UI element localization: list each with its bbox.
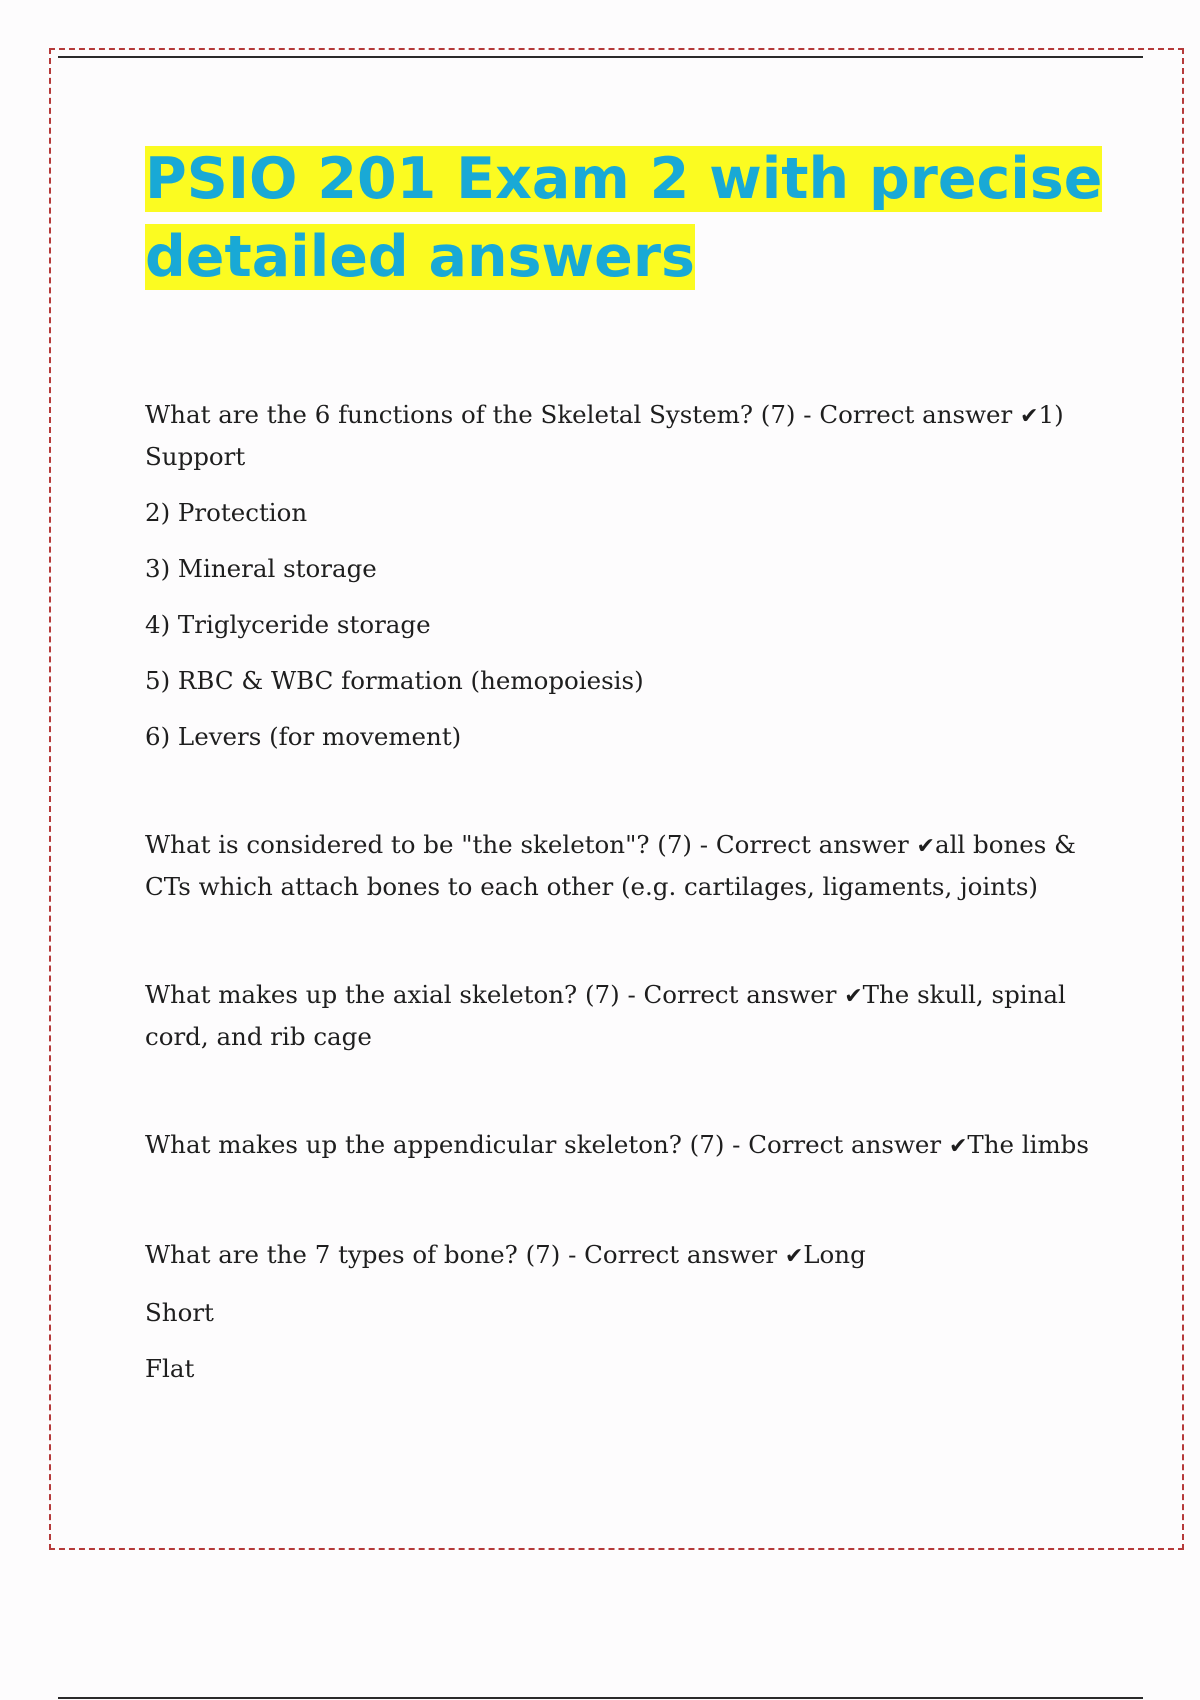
answer-prefix: - Correct answer — [795, 400, 1021, 429]
answer-line: 5) RBC & WBC formation (hemopoiesis) — [145, 666, 644, 695]
check-icon: ✔ — [844, 984, 863, 1009]
qa-question-line — [145, 975, 1105, 1057]
question-text: What are the 6 functions of the Skeletal System? (7) — [145, 400, 796, 429]
title-highlight: PSIO 201 Exam 2 with precise detailed answers — [145, 146, 1103, 290]
answer-prefix: - Correct answer — [560, 1240, 785, 1269]
top-rule — [58, 56, 1143, 58]
answer-line: 6) Levers (for movement) — [145, 722, 462, 751]
answer-line: Short — [145, 1298, 214, 1327]
answer-prefix: - Correct answer — [619, 980, 845, 1009]
question-text: What are the 7 types of bone? (7) — [145, 1240, 561, 1269]
answer-line: 4) Triglyceride storage — [145, 610, 431, 639]
answer-prefix: - Correct answer — [691, 830, 917, 859]
answer-text: The limbs — [967, 1130, 1089, 1159]
answer-line: 2) Protection — [145, 498, 308, 527]
answer-text: all bones & CTs which attach bones to each other (e.g. cartilages, ligaments, joints) — [145, 830, 1076, 901]
qa-item — [145, 1235, 1105, 1389]
answer-line: 3) Mineral storage — [145, 554, 377, 583]
document-title — [145, 140, 1105, 296]
qa-question-line — [145, 1235, 1105, 1277]
answer-text: The skull, spinal cord, and rib cage — [145, 980, 1066, 1051]
answer-text: Long — [803, 1240, 866, 1269]
answer-prefix: - Correct answer — [724, 1130, 949, 1159]
answer-text: 1) Support — [145, 400, 1064, 471]
qa-item — [145, 825, 1105, 907]
qa-question-line — [145, 395, 1105, 477]
question-text: What makes up the axial skeleton? (7) — [145, 980, 620, 1009]
answer-line: Flat — [145, 1354, 195, 1383]
qa-item — [145, 395, 1105, 757]
qa-item — [145, 975, 1105, 1057]
question-text: What is considered to be "the skeleton"? (7) — [145, 830, 692, 859]
qa-item — [145, 1125, 1105, 1167]
check-icon: ✔ — [948, 1134, 968, 1159]
check-icon: ✔ — [1020, 404, 1039, 429]
question-text: What makes up the appendicular skeleton? (7) — [145, 1130, 725, 1159]
qa-question-line — [145, 825, 1105, 907]
check-icon: ✔ — [784, 1244, 804, 1269]
check-icon: ✔ — [916, 834, 935, 859]
bottom-rule — [58, 1697, 1143, 1699]
qa-content — [145, 395, 1105, 1389]
qa-question-line — [145, 1125, 1105, 1167]
